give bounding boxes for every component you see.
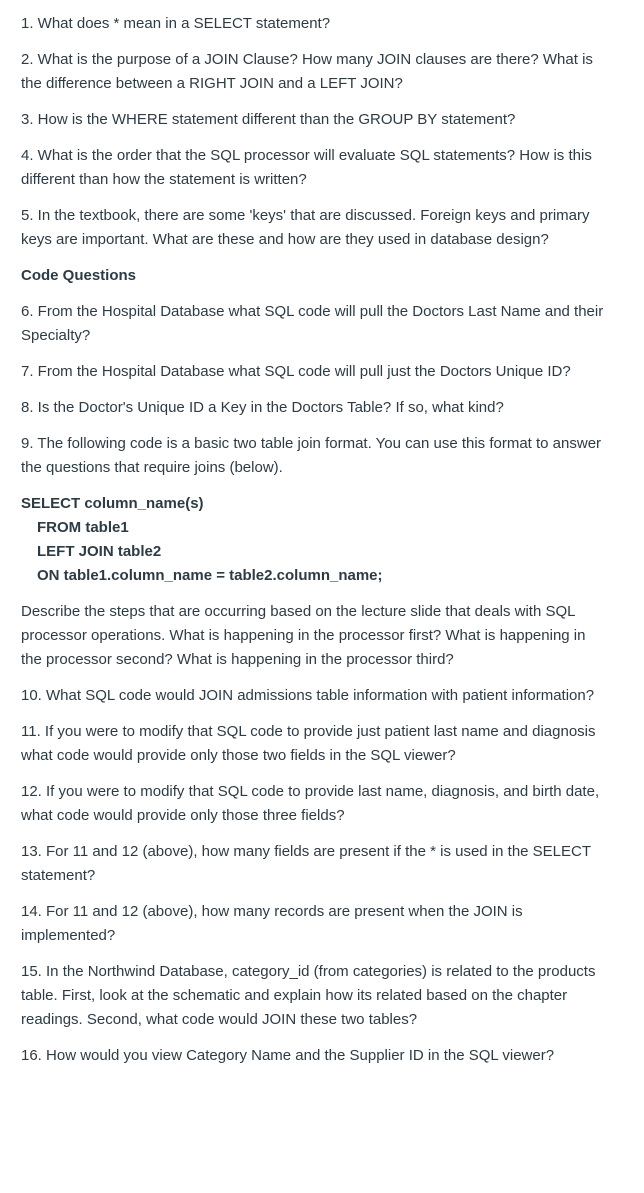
question-11: 11. If you were to modify that SQL code to provide just patient last name and diagnosis what code would provide only those two fields in the SQL viewer? bbox=[21, 723, 596, 764]
question-12: 12. If you were to modify that SQL code to provide last name, diagnosis, and birth date, what code would provide only those three fields? bbox=[21, 783, 600, 824]
question-13: 13. For 11 and 12 (above), how many fields are present if the * is used in the SELECT statement? bbox=[21, 843, 591, 884]
code-line-on: ON table1.column_name = table2.column_name; bbox=[37, 567, 383, 584]
code-line-from: FROM table1 bbox=[37, 519, 129, 536]
question-6: 6. From the Hospital Database what SQL code will pull the Doctors Last Name and their Specialty? bbox=[21, 303, 604, 344]
code-line-left-join: LEFT JOIN table2 bbox=[37, 543, 162, 560]
describe-steps-text: Describe the steps that are occurring based on the lecture slide that deals with SQL processor operations. What is happening in the processor first? What is happening in the processor second? What is happening in the processor third? bbox=[21, 603, 586, 668]
section-heading-code-questions: Code Questions bbox=[21, 267, 137, 284]
question-1: 1. What does * mean in a SELECT statement? bbox=[21, 15, 331, 32]
question-9: 9. The following code is a basic two table join format. You can use this format to answer the questions that require joins (below). bbox=[21, 435, 602, 476]
question-10: 10. What SQL code would JOIN admissions table information with patient information? bbox=[21, 687, 595, 704]
question-2: 2. What is the purpose of a JOIN Clause? How many JOIN clauses are there? What is the difference between a RIGHT JOIN and a LEFT JOIN? bbox=[21, 51, 593, 92]
question-15: 15. In the Northwind Database, category_id (from categories) is related to the products table. First, look at the schematic and explain how its related based on the chapter readings. Second, what code would JOIN these two tables? bbox=[21, 963, 596, 1028]
question-3: 3. How is the WHERE statement different than the GROUP BY statement? bbox=[21, 111, 516, 128]
question-7: 7. From the Hospital Database what SQL code will pull just the Doctors Unique ID? bbox=[21, 363, 571, 380]
question-8: 8. Is the Doctor's Unique ID a Key in the Doctors Table? If so, what kind? bbox=[21, 399, 504, 416]
question-4: 4. What is the order that the SQL processor will evaluate SQL statements? How is this different than how the statement is written? bbox=[21, 147, 592, 188]
question-5: 5. In the textbook, there are some 'keys' that are discussed. Foreign keys and primary keys are important. What are these and how are they used in database design? bbox=[21, 207, 590, 248]
question-14: 14. For 11 and 12 (above), how many records are present when the JOIN is implemented? bbox=[21, 903, 523, 944]
question-16: 16. How would you view Category Name and the Supplier ID in the SQL viewer? bbox=[21, 1047, 555, 1064]
sql-join-example bbox=[21, 492, 604, 588]
code-line-select: SELECT column_name(s) bbox=[21, 495, 204, 512]
